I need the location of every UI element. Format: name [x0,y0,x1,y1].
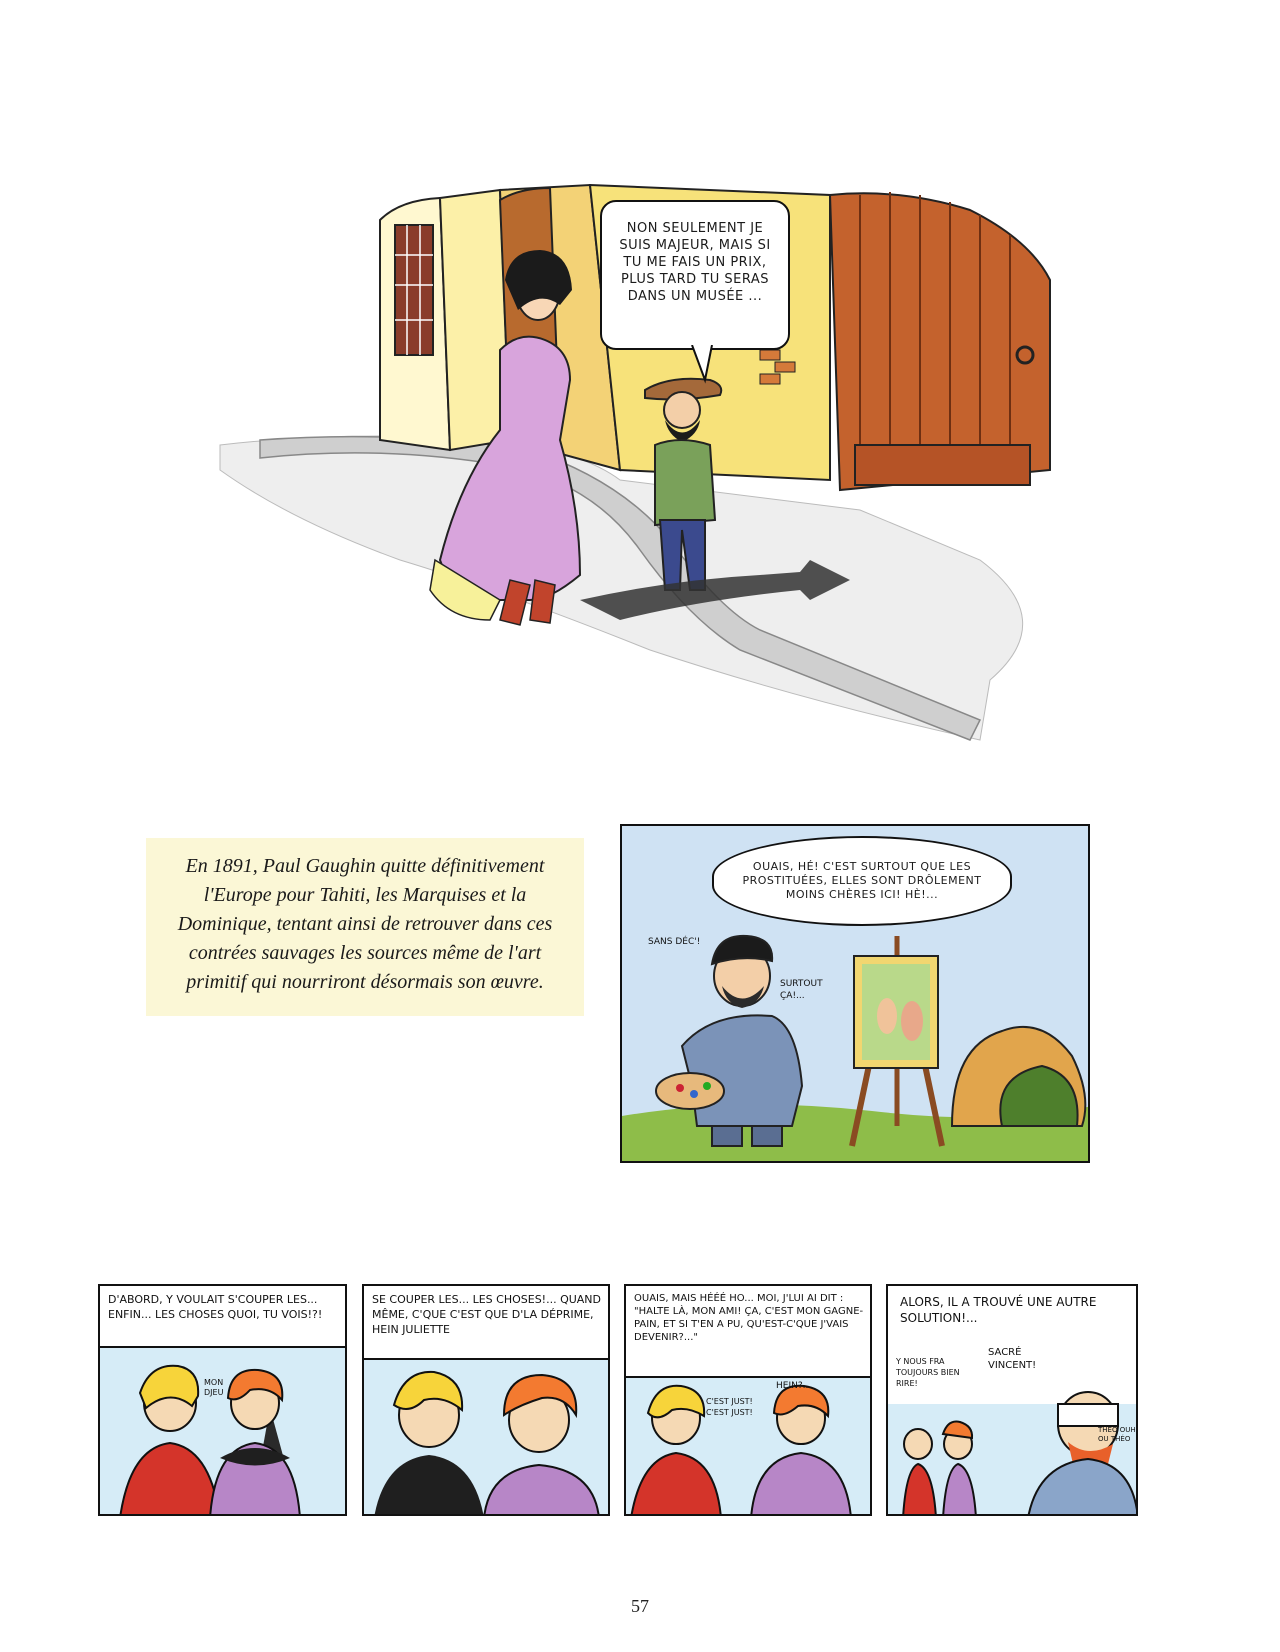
strip-panel-4-text-box [888,1286,1138,1334]
strip-panel-1-small: MON DJEU [204,1378,224,1397]
strip-panel-1-text-box [100,1286,347,1348]
narration-caption [146,838,584,1016]
strip-panel-3-reply: C'EST JUST! C'EST JUST! [706,1397,753,1417]
painter-speech-text: OUAIS, HÉ! C'EST SURTOUT QUE LES PROSTITUÉES, ELLES SONT DRÔLEMENT MOINS CHÈRES ICI! HÈ!... [742,860,982,901]
painter-aside-left: SANS DÉC'! [648,937,701,947]
strip-panel-1 [98,1284,347,1516]
strip-panel-2-text-box [364,1286,610,1360]
strip-panel-4-left: Y NOUS FRA TOUJOURS BIEN RIRE! [896,1357,960,1388]
top-speech-text: NON SEULEMENT JE SUIS MAJEUR, MAIS SI TU ME FAIS UN PRIX, PLUS TARD TU SERAS DANS UN MUSÉE ... [619,221,771,304]
caption-text: En 1891, Paul Gaughin quitte définitivement l'Europe pour Tahiti, les Marquises et la Dominique, tentant ainsi de retrouver dans ces contrées sauvages les sources même de l'art primitif qui nourriront désormais son œuvre. [177,855,553,993]
strip-panel-3 [624,1284,872,1516]
strip-panel-3-text-box [626,1286,872,1378]
top-illustration [200,180,1080,780]
strip-panel-1-text: D'ABORD, Y VOULAIT S'COUPER LES... ENFIN... LES CHOSES QUOI, TU VOIS!?! [108,1293,323,1321]
painter-aside-right: SURTOUT ÇA!... [780,979,823,1001]
top-speech-bubble [600,200,790,350]
strip-panel-4-text: ALORS, IL A TROUVÉ UNE AUTRE SOLUTION!... [900,1295,1097,1325]
page-number: 57 [631,1596,649,1616]
strip-panel-4-small: THÉO OUH OU THÉO [1098,1426,1136,1443]
top-speech-tail [690,345,720,385]
strip-panel-3-hein: HEIN?... [776,1381,812,1391]
painter-speech-bubble [712,836,1012,926]
strip-panel-2-text: SE COUPER LES... LES CHOSES!... QUAND MÊME, C'QUE C'EST QUE D'LA DÉPRIME, HEIN JULIETTE [372,1293,602,1336]
strip-panel-2 [362,1284,610,1516]
strip-panel-1-drawing [100,1348,347,1516]
painter-panel [620,824,1090,1163]
strip-panel-2-drawing [364,1360,610,1516]
strip-panel-4-right: SACRÉ VINCENT! [988,1347,1037,1371]
strip-panel-3-text: OUAIS, MAIS HÉÉÉ HO... MOI, J'LUI AI DIT : "HALTE LÀ, MON AMI! ÇA, C'EST MON GAGNE-PAIN, ET SI T'EN A PU, QU'EST-C'QUE J'VAIS DEVENIR?..." [634,1293,864,1343]
strip-panel-4 [886,1284,1138,1516]
